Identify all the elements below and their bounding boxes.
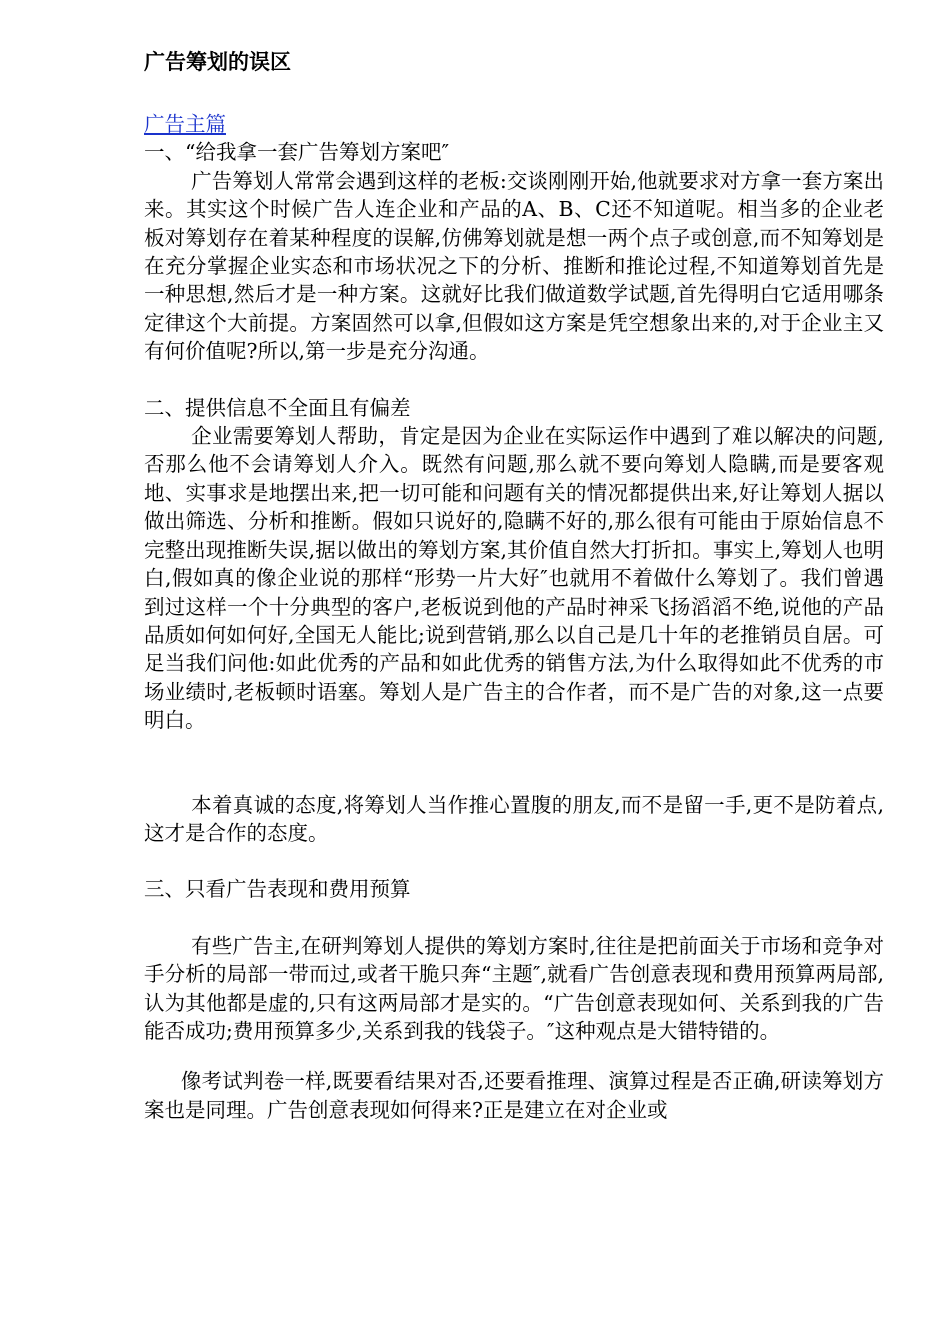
paragraph-3-1: 有些广告主,在研判筹划人提供的筹划方案时,往往是把前面关于市场和竞争对手分析的局部一带而过,或者干脆只奔“主题″,就看广告创意表现和费用预算两局部,认为其他都是虚的,只有这两局部才是实的。“广告创意表现如何、关系到我的广告能否成功;费用预算多少,关系到我的钱袋子。″这种观点是大错特错的。 (144, 933, 884, 1043)
section-link-advertiser[interactable]: 广告主篇 (144, 112, 226, 136)
section-heading-1: 一、“给我拿一套广告筹划方案吧″ (144, 140, 450, 165)
document-title: 广告筹划的误区 (144, 50, 291, 74)
paragraph-2-2: 本着真诚的态度,将筹划人当作推心置腹的朋友,而不是留一手,更不是防着点,这才是合作的态度。 (144, 792, 884, 845)
paragraph-2-1: 企业需要筹划人帮助，肯定是因为企业在实际运作中遇到了难以解决的问题,否那么他不会请筹划人介入。既然有问题,那么就不要向筹划人隐瞒,而是要客观地、实事求是地摆出来,把一切可能和问题有关的情况都提供出来,好让筹划人据以做出筛选、分析和推断。假如只说好的,隐瞒不好的,那么很有可能由于原始信息不完整出现推断失误,据以做出的筹划方案,其价值自然大打折扣。事实上,筹划人也明白,假如真的像企业说的那样“形势一片大好″也就用不着做什么筹划了。我们曾遇到过这样一个十分典型的客户,老板说到他的产品时神采飞扬滔滔不绝,说他的产品品质如何如何好,全国无人能比;说到营销,那么以自己是几十年的老推销员自居。可足当我们问他:如此优秀的产品和如此优秀的销售方法,为什么取得如此不优秀的市场业绩时,老板顿时语塞。筹划人是广告主的合作者，而不是广告的对象,这一点要明白。 (144, 424, 884, 733)
section-heading-2: 二、提供信息不全面且有偏差 (144, 395, 411, 420)
paragraph-1-1: 广告筹划人常常会遇到这样的老板:交谈刚刚开始,他就要求对方拿一套方案出来。其实这个时候广告人连企业和产品的A、B、C还不知道呢。相当多的企业老板对筹划存在着某种程度的误解,仿佛筹划就是想一两个点子或创意,而不知筹划是在充分掌握企业实态和市场状况之下的分析、推断和推论过程,不知道筹划首先是一种思想,然后才是一种方案。这就好比我们做道数学试题,首先得明白它适用哪条定律这个大前提。方案固然可以拿,但假如这方案是凭空想象出来的,对于企业主又有何价值呢?所以,第一步是充分沟通。 (144, 168, 884, 364)
paragraph-3-2: 像考试判卷一样,既要看结果对否,还要看推理、演算过程是否正确,研读筹划方案也是同理。广告创意表现如何得来?正是建立在对企业或 (144, 1069, 884, 1122)
document-page (144, 48, 884, 1124)
section-heading-3: 三、只看广告表现和费用预算 (144, 877, 411, 902)
